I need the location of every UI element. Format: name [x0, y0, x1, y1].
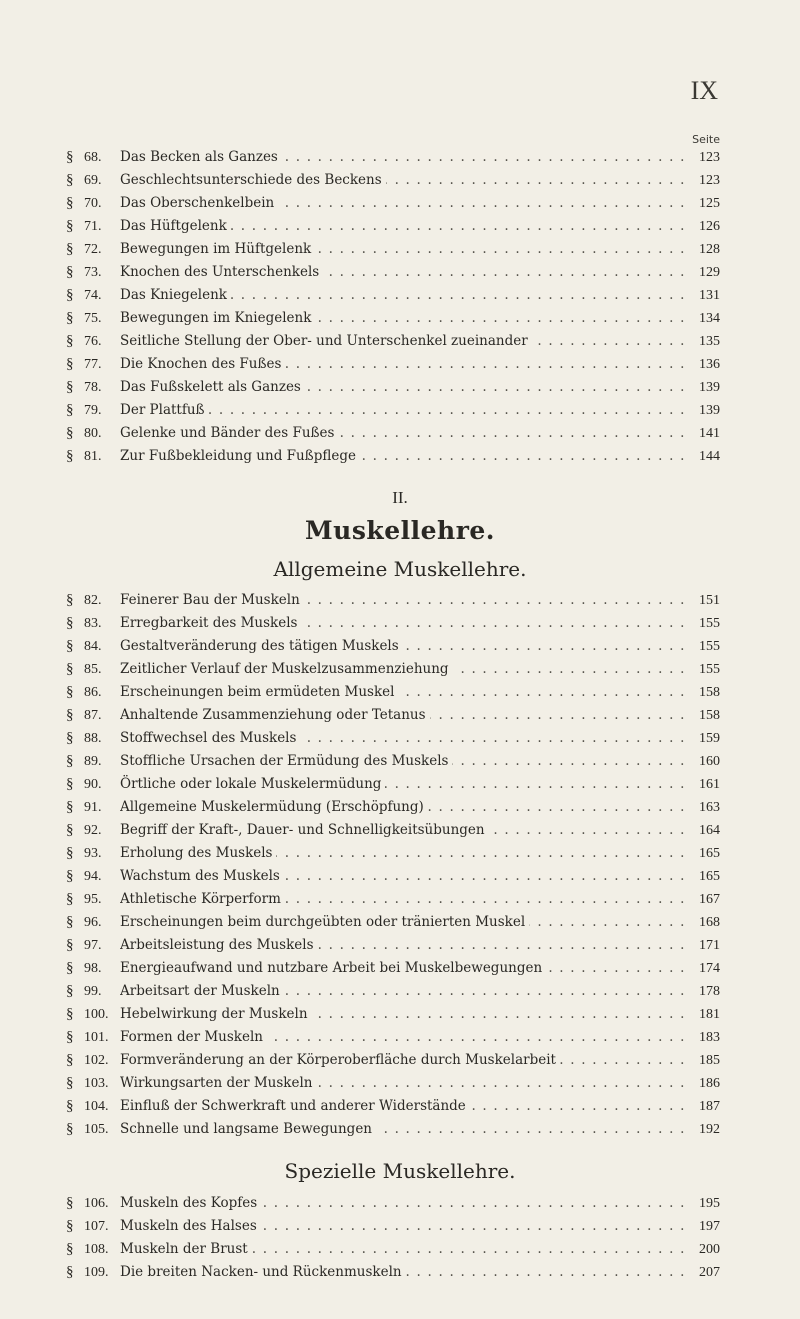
section-symbol: §	[66, 730, 74, 746]
section-title-text: Das Kniegelenk	[120, 287, 231, 303]
subtitle-special: Spezielle Muskellehre.	[284, 1159, 516, 1183]
section-title-text: Das Hüftgelenk	[120, 218, 231, 234]
section-title-text: Hebelwirkung der Muskeln	[120, 1006, 312, 1022]
section-symbol: §	[66, 638, 74, 654]
section-title-text: Bewegungen im Hüftgelenk	[120, 241, 315, 257]
section-number: 105.	[84, 1122, 109, 1137]
toc-entry	[66, 1095, 720, 1118]
section-title-text: Wirkungsarten der Muskeln	[120, 1075, 316, 1091]
section-title	[120, 192, 686, 215]
toc-entry	[66, 750, 720, 773]
section-symbol: §	[66, 1121, 74, 1137]
toc-entry	[66, 376, 720, 399]
section-title	[120, 681, 686, 704]
section-page-number: 186	[686, 1072, 720, 1095]
section-page-number: 158	[686, 681, 720, 704]
page-number: IX	[690, 76, 718, 105]
toc-entry	[66, 422, 720, 445]
section-symbol: §	[66, 448, 74, 464]
section-symbol: §	[66, 333, 74, 349]
section-page-number: 187	[686, 1095, 720, 1118]
section-title	[120, 1215, 686, 1238]
section-title	[120, 727, 686, 750]
section-title-text: Anhaltende Zusammenziehung oder Tetanus	[120, 707, 430, 723]
toc-entry	[66, 1003, 720, 1026]
section-number: 69.	[84, 173, 102, 188]
toc-entry	[66, 353, 720, 376]
section-title	[120, 1003, 686, 1026]
section-page-number: 197	[686, 1215, 720, 1238]
section-number: 76.	[84, 334, 102, 349]
section-symbol: §	[66, 592, 74, 608]
toc-entry	[66, 635, 720, 658]
section-symbol: §	[66, 1098, 74, 1114]
toc-entry	[66, 911, 720, 934]
section-title-text: Muskeln des Kopfes	[120, 1195, 261, 1211]
section-symbol: §	[66, 615, 74, 631]
toc-entry	[66, 261, 720, 284]
section-page-number: 135	[686, 330, 720, 353]
section-symbol: §	[66, 1241, 74, 1257]
section-page-number: 123	[686, 169, 720, 192]
subtitle-general: Allgemeine Muskellehre.	[273, 557, 527, 581]
section-page-number: 161	[686, 773, 720, 796]
section-title-text: Athletische Körperform	[120, 891, 285, 907]
toc-entry	[66, 681, 720, 704]
section-symbol: §	[66, 1218, 74, 1234]
section-symbol: §	[66, 799, 74, 815]
section-title-text: Erscheinungen beim ermüdeten Muskel	[120, 684, 398, 700]
section-title-text: Gelenke und Bänder des Fußes	[120, 425, 338, 441]
toc-entry	[66, 934, 720, 957]
section-title	[120, 146, 686, 169]
section-title	[120, 980, 686, 1003]
toc-group-skeleton	[66, 146, 720, 468]
section-title-text: Wachstum des Muskels	[120, 868, 284, 884]
section-number: 103.	[84, 1076, 109, 1091]
section-title-text: Erregbarkeit des Muskels	[120, 615, 301, 631]
section-page-number: 131	[686, 284, 720, 307]
section-page-number: 141	[686, 422, 720, 445]
section-title-text: Erscheinungen beim durchgeübten oder tränierten Muskel	[120, 914, 529, 930]
section-title	[120, 330, 686, 353]
section-title	[120, 261, 686, 284]
section-title	[120, 957, 686, 980]
section-title	[120, 1118, 686, 1141]
toc-entry	[66, 612, 720, 635]
toc-entry	[66, 1026, 720, 1049]
section-title-text: Begriff der Kraft-, Dauer- und Schnelligkeitsübungen	[120, 822, 489, 838]
section-title-text: Allgemeine Muskelermüdung (Erschöpfung)	[120, 799, 428, 815]
section-page-number: 139	[686, 399, 720, 422]
toc-entry	[66, 1238, 720, 1261]
section-title-text: Stoffliche Ursachen der Ermüdung des Muskels	[120, 753, 452, 769]
section-symbol: §	[66, 845, 74, 861]
section-symbol: §	[66, 707, 74, 723]
section-title	[120, 1072, 686, 1095]
section-title	[120, 773, 686, 796]
toc-entry	[66, 1215, 720, 1238]
section-title	[120, 169, 686, 192]
section-page-number: 160	[686, 750, 720, 773]
section-title-text: Geschlechtsunterschiede des Beckens	[120, 172, 386, 188]
section-title	[120, 750, 686, 773]
section-number: 81.	[84, 449, 102, 464]
toc-entry	[66, 1118, 720, 1141]
section-number: 97.	[84, 938, 102, 953]
toc-entry	[66, 589, 720, 612]
section-number: 90.	[84, 777, 102, 792]
section-page-number: 155	[686, 612, 720, 635]
section-page-number: 185	[686, 1049, 720, 1072]
section-page-number: 126	[686, 215, 720, 238]
section-symbol: §	[66, 776, 74, 792]
section-symbol: §	[66, 983, 74, 999]
part-title: Muskellehre.	[304, 516, 495, 545]
section-symbol: §	[66, 937, 74, 953]
toc-entry	[66, 330, 720, 353]
section-symbol: §	[66, 753, 74, 769]
section-number: 79.	[84, 403, 102, 418]
section-page-number: 136	[686, 353, 720, 376]
section-title	[120, 796, 686, 819]
section-title	[120, 612, 686, 635]
section-page-number: 125	[686, 192, 720, 215]
section-symbol: §	[66, 1006, 74, 1022]
section-title	[120, 1192, 686, 1215]
section-number: 91.	[84, 800, 102, 815]
toc-entry	[66, 704, 720, 727]
section-title-text: Örtliche oder lokale Muskelermüdung	[120, 776, 385, 792]
toc-entry	[66, 796, 720, 819]
seite-column-label: Seite	[692, 133, 720, 146]
section-title-text: Die breiten Nacken- und Rückenmuskeln	[120, 1264, 406, 1280]
section-title	[120, 1095, 686, 1118]
section-title	[120, 445, 686, 468]
section-title	[120, 422, 686, 445]
section-symbol: §	[66, 1264, 74, 1280]
section-title-text: Knochen des Unterschenkels	[120, 264, 323, 280]
section-symbol: §	[66, 241, 74, 257]
toc-entry	[66, 445, 720, 468]
toc-entry	[66, 888, 720, 911]
section-title-text: Zeitlicher Verlauf der Muskelzusammenziehung	[120, 661, 453, 677]
toc-entry	[66, 1049, 720, 1072]
section-title	[120, 865, 686, 888]
section-number: 80.	[84, 426, 102, 441]
section-symbol: §	[66, 1052, 74, 1068]
section-page-number: 144	[686, 445, 720, 468]
section-symbol: §	[66, 287, 74, 303]
section-number: 72.	[84, 242, 102, 257]
section-page-number: 195	[686, 1192, 720, 1215]
toc-entry	[66, 146, 720, 169]
toc-entry	[66, 307, 720, 330]
section-title	[120, 819, 686, 842]
section-page-number: 168	[686, 911, 720, 934]
section-number: 107.	[84, 1219, 109, 1234]
section-page-number: 155	[686, 635, 720, 658]
section-symbol: §	[66, 868, 74, 884]
section-page-number: 200	[686, 1238, 720, 1261]
section-title	[120, 1261, 686, 1284]
section-number: 99.	[84, 984, 102, 999]
toc-entry	[66, 238, 720, 261]
section-page-number: 167	[686, 888, 720, 911]
section-page-number: 134	[686, 307, 720, 330]
section-number: 92.	[84, 823, 102, 838]
section-number: 84.	[84, 639, 102, 654]
section-number: 70.	[84, 196, 102, 211]
section-title-text: Zur Fußbekleidung und Fußpflege	[120, 448, 360, 464]
section-number: 102.	[84, 1053, 109, 1068]
section-title	[120, 842, 686, 865]
section-symbol: §	[66, 379, 74, 395]
section-page-number: 165	[686, 842, 720, 865]
section-number: 94.	[84, 869, 102, 884]
section-page-number: 128	[686, 238, 720, 261]
section-symbol: §	[66, 914, 74, 930]
section-number: 96.	[84, 915, 102, 930]
section-title-text: Das Becken als Ganzes	[120, 149, 282, 165]
section-title-text: Gestaltveränderung des tätigen Muskels	[120, 638, 403, 654]
section-title-text: Formveränderung an der Körperoberfläche durch Muskelarbeit	[120, 1052, 560, 1068]
section-number: 88.	[84, 731, 102, 746]
section-page-number: 159	[686, 727, 720, 750]
section-title-text: Einfluß der Schwerkraft und anderer Widerstände	[120, 1098, 470, 1114]
section-number: 87.	[84, 708, 102, 723]
section-symbol: §	[66, 195, 74, 211]
section-number: 98.	[84, 961, 102, 976]
section-title-text: Bewegungen im Kniegelenk	[120, 310, 315, 326]
section-number: 68.	[84, 150, 102, 165]
section-page-number: 155	[686, 658, 720, 681]
section-title-text: Arbeitsleistung des Muskels	[120, 937, 318, 953]
toc-entry	[66, 399, 720, 422]
section-symbol: §	[66, 891, 74, 907]
section-number: 106.	[84, 1196, 109, 1211]
section-title-text: Formen der Muskeln	[120, 1029, 267, 1045]
toc-entry	[66, 1192, 720, 1215]
section-symbol: §	[66, 218, 74, 234]
section-title	[120, 307, 686, 330]
section-title-text: Muskeln der Brust	[120, 1241, 252, 1257]
section-number: 71.	[84, 219, 102, 234]
section-number: 104.	[84, 1099, 109, 1114]
section-page-number: 174	[686, 957, 720, 980]
toc-entry	[66, 957, 720, 980]
section-title	[120, 888, 686, 911]
section-title-text: Seitliche Stellung der Ober- und Unterschenkel zueinander	[120, 333, 532, 349]
section-number: 108.	[84, 1242, 109, 1257]
section-title-text: Das Oberschenkelbein	[120, 195, 278, 211]
section-title	[120, 376, 686, 399]
section-symbol: §	[66, 356, 74, 372]
section-title	[120, 1238, 686, 1261]
section-number: 75.	[84, 311, 102, 326]
section-page-number: 163	[686, 796, 720, 819]
section-number: 86.	[84, 685, 102, 700]
section-number: 74.	[84, 288, 102, 303]
toc-entry	[66, 192, 720, 215]
section-number: 85.	[84, 662, 102, 677]
section-page-number: 192	[686, 1118, 720, 1141]
section-title	[120, 934, 686, 957]
section-page-number: 207	[686, 1261, 720, 1284]
section-title	[120, 399, 686, 422]
section-page-number: 181	[686, 1003, 720, 1026]
section-title-text: Energieaufwand und nutzbare Arbeit bei Muskelbewegungen	[120, 960, 546, 976]
section-page-number: 171	[686, 934, 720, 957]
section-title	[120, 215, 686, 238]
section-number: 95.	[84, 892, 102, 907]
section-title-text: Muskeln des Halses	[120, 1218, 261, 1234]
toc-entry	[66, 727, 720, 750]
section-page-number: 129	[686, 261, 720, 284]
section-symbol: §	[66, 661, 74, 677]
section-title	[120, 1026, 686, 1049]
section-number: 77.	[84, 357, 102, 372]
section-title-text: Stoffwechsel des Muskels	[120, 730, 300, 746]
section-title	[120, 284, 686, 307]
toc-entry	[66, 773, 720, 796]
section-title-text: Schnelle und langsame Bewegungen	[120, 1121, 376, 1137]
section-symbol: §	[66, 310, 74, 326]
toc-entry	[66, 284, 720, 307]
section-symbol: §	[66, 1195, 74, 1211]
section-number: 82.	[84, 593, 102, 608]
section-page-number: 151	[686, 589, 720, 612]
section-title-text: Erholung des Muskels	[120, 845, 276, 861]
section-number: 89.	[84, 754, 102, 769]
section-number: 109.	[84, 1265, 109, 1280]
section-title-text: Arbeitsart der Muskeln	[120, 983, 284, 999]
section-symbol: §	[66, 149, 74, 165]
section-title-text: Die Knochen des Fußes	[120, 356, 285, 372]
section-title	[120, 635, 686, 658]
section-page-number: 158	[686, 704, 720, 727]
section-number: 101.	[84, 1030, 109, 1045]
toc-entry	[66, 819, 720, 842]
toc-entry	[66, 1261, 720, 1284]
section-page-number: 123	[686, 146, 720, 169]
section-page-number: 139	[686, 376, 720, 399]
toc-entry	[66, 169, 720, 192]
section-symbol: §	[66, 684, 74, 700]
section-symbol: §	[66, 264, 74, 280]
section-number: 83.	[84, 616, 102, 631]
section-number: 93.	[84, 846, 102, 861]
section-symbol: §	[66, 1029, 74, 1045]
section-title-text: Feinerer Bau der Muskeln	[120, 592, 304, 608]
toc-entry	[66, 658, 720, 681]
section-page-number: 183	[686, 1026, 720, 1049]
section-title	[120, 353, 686, 376]
toc-entry	[66, 842, 720, 865]
section-symbol: §	[66, 402, 74, 418]
section-number: 100.	[84, 1007, 109, 1022]
section-symbol: §	[66, 822, 74, 838]
section-title-text: Der Plattfuß	[120, 402, 209, 418]
section-symbol: §	[66, 172, 74, 188]
section-page-number: 178	[686, 980, 720, 1003]
toc-entry	[66, 1072, 720, 1095]
section-page-number: 165	[686, 865, 720, 888]
section-title	[120, 1049, 686, 1072]
section-title-text: Das Fußskelett als Ganzes	[120, 379, 305, 395]
section-symbol: §	[66, 1075, 74, 1091]
toc-group-general-muscles	[66, 589, 720, 1141]
section-title	[120, 658, 686, 681]
toc-group-special-muscles	[66, 1192, 720, 1284]
section-symbol: §	[66, 425, 74, 441]
section-title	[120, 238, 686, 261]
toc-entry	[66, 215, 720, 238]
section-number: 78.	[84, 380, 102, 395]
section-title	[120, 704, 686, 727]
section-page-number: 164	[686, 819, 720, 842]
section-title	[120, 589, 686, 612]
part-roman-numeral: II.	[392, 488, 408, 507]
toc-entry	[66, 980, 720, 1003]
toc-entry	[66, 865, 720, 888]
section-title	[120, 911, 686, 934]
section-number: 73.	[84, 265, 102, 280]
section-symbol: §	[66, 960, 74, 976]
